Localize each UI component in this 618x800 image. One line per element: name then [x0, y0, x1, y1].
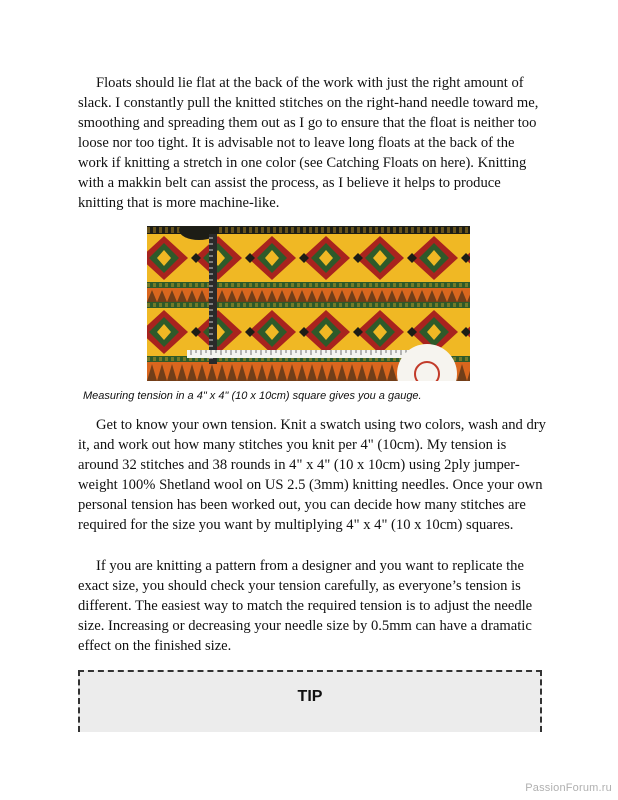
- swatch-stitch: [285, 227, 288, 233]
- swatch-stitch: [375, 303, 378, 307]
- swatch-stitch: [297, 303, 300, 307]
- swatch-stitch: [231, 303, 234, 307]
- swatch-stitch: [447, 303, 450, 307]
- swatch-stitch: [153, 303, 156, 307]
- swatch-stitch: [291, 303, 294, 307]
- swatch-stitch: [225, 227, 228, 233]
- swatch-stitch: [411, 303, 414, 307]
- swatch-stitch: [381, 227, 384, 233]
- swatch-stitch: [183, 303, 186, 307]
- tip-box: [78, 670, 542, 732]
- swatch-stitch: [315, 283, 318, 287]
- swatch-stitch: [339, 283, 342, 287]
- swatch-stitch: [441, 283, 444, 287]
- swatch-stitch: [189, 303, 192, 307]
- swatch-stitch: [285, 283, 288, 287]
- swatch-stitch: [273, 283, 276, 287]
- swatch-stitch: [387, 303, 390, 307]
- swatch-stitch: [327, 303, 330, 307]
- swatch-stitch: [171, 357, 174, 361]
- swatch-stitch: [261, 303, 264, 307]
- swatch-stitch: [369, 227, 372, 233]
- swatch-stitch: [411, 227, 414, 233]
- swatch-stitch: [429, 227, 432, 233]
- swatch-stitch: [375, 227, 378, 233]
- swatch-stitch: [459, 283, 462, 287]
- swatch-stitch: [183, 357, 186, 361]
- swatch-stitch: [423, 227, 426, 233]
- swatch-stitch: [447, 227, 450, 233]
- swatch-stitch: [147, 357, 150, 361]
- swatch-stitch: [219, 227, 222, 233]
- swatch-stitch: [387, 283, 390, 287]
- swatch-stitch: [441, 303, 444, 307]
- swatch-stitch: [219, 303, 222, 307]
- swatch-stitch: [417, 303, 420, 307]
- swatch-stitch: [369, 283, 372, 287]
- swatch-stitch: [363, 283, 366, 287]
- swatch-stitch: [465, 357, 468, 361]
- swatch-stitch: [309, 227, 312, 233]
- swatch-stitch: [279, 303, 282, 307]
- swatch-stitch: [273, 227, 276, 233]
- swatch-stitch: [273, 303, 276, 307]
- swatch-stitch: [303, 303, 306, 307]
- swatch-stitch: [459, 303, 462, 307]
- swatch-stitch: [279, 227, 282, 233]
- paragraph-tension: Get to know your own tension. Knit a swatch using two colors, wash and dry it, and work out how many stitches you knit per 4" (10cm). My tension is around 32 stitches and 38 rounds in 4" x 4" (10 x 10cm) using 2ply jumper-weight 100% Shetland wool on US 2.5 (3mm) knitting needles. Once your own personal tension has been worked out, you can decide how many stitches are required for the size you want by multiplying 4" x 4" (10 x 10cm) squares.: [78, 417, 546, 533]
- swatch-stitch: [249, 227, 252, 233]
- swatch-stitch: [285, 303, 288, 307]
- swatch-stitch: [171, 227, 174, 233]
- swatch-stitch: [435, 303, 438, 307]
- swatch-stitch: [153, 357, 156, 361]
- swatch-stitch: [327, 227, 330, 233]
- swatch-stitch: [291, 227, 294, 233]
- swatch-stitch: [453, 303, 456, 307]
- swatch-stitch: [447, 283, 450, 287]
- swatch-stitch: [435, 227, 438, 233]
- swatch-stitch: [453, 283, 456, 287]
- swatch-stitch: [465, 283, 468, 287]
- swatch-stitch: [321, 227, 324, 233]
- swatch-stitch: [243, 303, 246, 307]
- swatch-stitch: [237, 227, 240, 233]
- swatch-stitch: [303, 283, 306, 287]
- swatch-stitch: [429, 303, 432, 307]
- swatch-stitch: [195, 283, 198, 287]
- swatch-stitch: [393, 227, 396, 233]
- swatch-stitch: [225, 303, 228, 307]
- horizontal-tape: [187, 350, 417, 358]
- swatch-stitch: [465, 303, 468, 307]
- swatch-stitch: [345, 227, 348, 233]
- swatch-stitch: [153, 283, 156, 287]
- swatch-stitch: [459, 357, 462, 361]
- knitting-swatch-photo: [147, 226, 470, 381]
- swatch-stitch: [441, 227, 444, 233]
- swatch-stitch: [363, 303, 366, 307]
- swatch-stitch: [405, 283, 408, 287]
- swatch-stitch: [345, 283, 348, 287]
- swatch-stitch: [261, 283, 264, 287]
- swatch-stitch: [315, 227, 318, 233]
- swatch-stitch: [435, 283, 438, 287]
- swatch-stitch: [465, 227, 468, 233]
- swatch-stitch: [219, 283, 222, 287]
- swatch-stitch: [267, 303, 270, 307]
- swatch-stitch: [321, 303, 324, 307]
- paragraph-floats: Floats should lie flat at the back of the work with just the right amount of slack. I constantly pull the knitted stitches on the right-hand needle toward me, smoothing and spreading them out as I go to ensure that the float is neither too loose nor too tight. It is advisable not to leave long floats at the back of the work if knitting a stretch in one color (see Catching Floats on here). Knitting with a makkin belt can assist the process, as I believe it helps to produce knitting that is more machine-like.: [78, 75, 539, 211]
- swatch-stitch: [243, 283, 246, 287]
- swatch-stitch: [159, 227, 162, 233]
- swatch-stitch: [171, 283, 174, 287]
- swatch-stitch: [159, 357, 162, 361]
- swatch-stitch: [303, 227, 306, 233]
- swatch-stitch: [411, 283, 414, 287]
- swatch-stitch: [291, 283, 294, 287]
- swatch-stitch: [225, 283, 228, 287]
- swatch-stitch: [399, 227, 402, 233]
- swatch-stitch: [231, 227, 234, 233]
- swatch-stitch: [255, 303, 258, 307]
- paragraph-designer-size: If you are knitting a pattern from a designer and you want to replicate the exact size, you should check your tension carefully, as everyone’s tension is different. The easiest way to match the required tension is to adjust the needle size. Increasing or decreasing your needle size by 0.5mm can have a dramatic effect on the finished size.: [78, 558, 533, 654]
- swatch-stitch: [453, 227, 456, 233]
- tip-title: TIP: [297, 688, 323, 705]
- swatch-stitch: [147, 283, 150, 287]
- swatch-stitch: [261, 227, 264, 233]
- swatch-stitch: [177, 357, 180, 361]
- swatch-stitch: [231, 283, 234, 287]
- swatch-stitch: [333, 227, 336, 233]
- swatch-stitch: [189, 283, 192, 287]
- swatch-stitch: [237, 283, 240, 287]
- swatch-stitch: [201, 303, 204, 307]
- swatch-stitch: [333, 283, 336, 287]
- swatch-stitch: [357, 283, 360, 287]
- swatch-stitch: [375, 283, 378, 287]
- swatch-stitch: [159, 283, 162, 287]
- swatch-stitch: [351, 283, 354, 287]
- swatch-stitch: [387, 227, 390, 233]
- swatch-stitch: [297, 227, 300, 233]
- swatch-stitch: [249, 303, 252, 307]
- swatch-stitch: [147, 303, 150, 307]
- swatch-stitch: [165, 303, 168, 307]
- site-watermark: PassionForum.ru: [525, 782, 612, 794]
- swatch-stitch: [315, 303, 318, 307]
- swatch-stitch: [369, 303, 372, 307]
- swatch-stitch: [351, 303, 354, 307]
- swatch-stitch: [147, 227, 150, 233]
- photo-caption: Measuring tension in a 4" x 4" (10 x 10cm) square gives you a gauge.: [83, 390, 422, 402]
- swatch-stitch: [459, 227, 462, 233]
- swatch-stitch: [237, 303, 240, 307]
- swatch-stitch: [171, 303, 174, 307]
- swatch-stitch: [339, 303, 342, 307]
- swatch-stitch: [321, 283, 324, 287]
- swatch-stitch: [255, 227, 258, 233]
- swatch-stitch: [381, 283, 384, 287]
- swatch-stitch: [357, 303, 360, 307]
- swatch-stitch: [417, 227, 420, 233]
- swatch-stitch: [309, 303, 312, 307]
- fair-isle-swatch-image: [147, 226, 470, 381]
- swatch-stitch: [333, 303, 336, 307]
- swatch-stitch: [423, 303, 426, 307]
- swatch-stitch: [327, 283, 330, 287]
- swatch-stitch: [363, 227, 366, 233]
- swatch-stitch: [249, 283, 252, 287]
- swatch-stitch: [165, 357, 168, 361]
- vertical-tape: [209, 234, 217, 364]
- swatch-stitch: [393, 303, 396, 307]
- swatch-stitch: [279, 283, 282, 287]
- swatch-stitch: [165, 283, 168, 287]
- swatch-stitch: [429, 283, 432, 287]
- swatch-stitch: [417, 283, 420, 287]
- swatch-stitch: [159, 303, 162, 307]
- swatch-stitch: [183, 283, 186, 287]
- swatch-stitch: [177, 283, 180, 287]
- swatch-stitch: [393, 283, 396, 287]
- swatch-stitch: [201, 283, 204, 287]
- swatch-stitch: [423, 283, 426, 287]
- swatch-stitch: [153, 227, 156, 233]
- swatch-stitch: [345, 303, 348, 307]
- swatch-stitch: [267, 227, 270, 233]
- swatch-stitch: [357, 227, 360, 233]
- swatch-stitch: [309, 283, 312, 287]
- swatch-stitch: [351, 227, 354, 233]
- swatch-stitch: [339, 227, 342, 233]
- swatch-stitch: [255, 283, 258, 287]
- swatch-stitch: [165, 227, 168, 233]
- swatch-stitch: [399, 303, 402, 307]
- swatch-stitch: [405, 303, 408, 307]
- swatch-stitch: [297, 283, 300, 287]
- swatch-stitch: [177, 303, 180, 307]
- swatch-stitch: [195, 303, 198, 307]
- swatch-stitch: [405, 227, 408, 233]
- swatch-stitch: [267, 283, 270, 287]
- swatch-stitch: [243, 227, 246, 233]
- swatch-stitch: [381, 303, 384, 307]
- swatch-stitch: [399, 283, 402, 287]
